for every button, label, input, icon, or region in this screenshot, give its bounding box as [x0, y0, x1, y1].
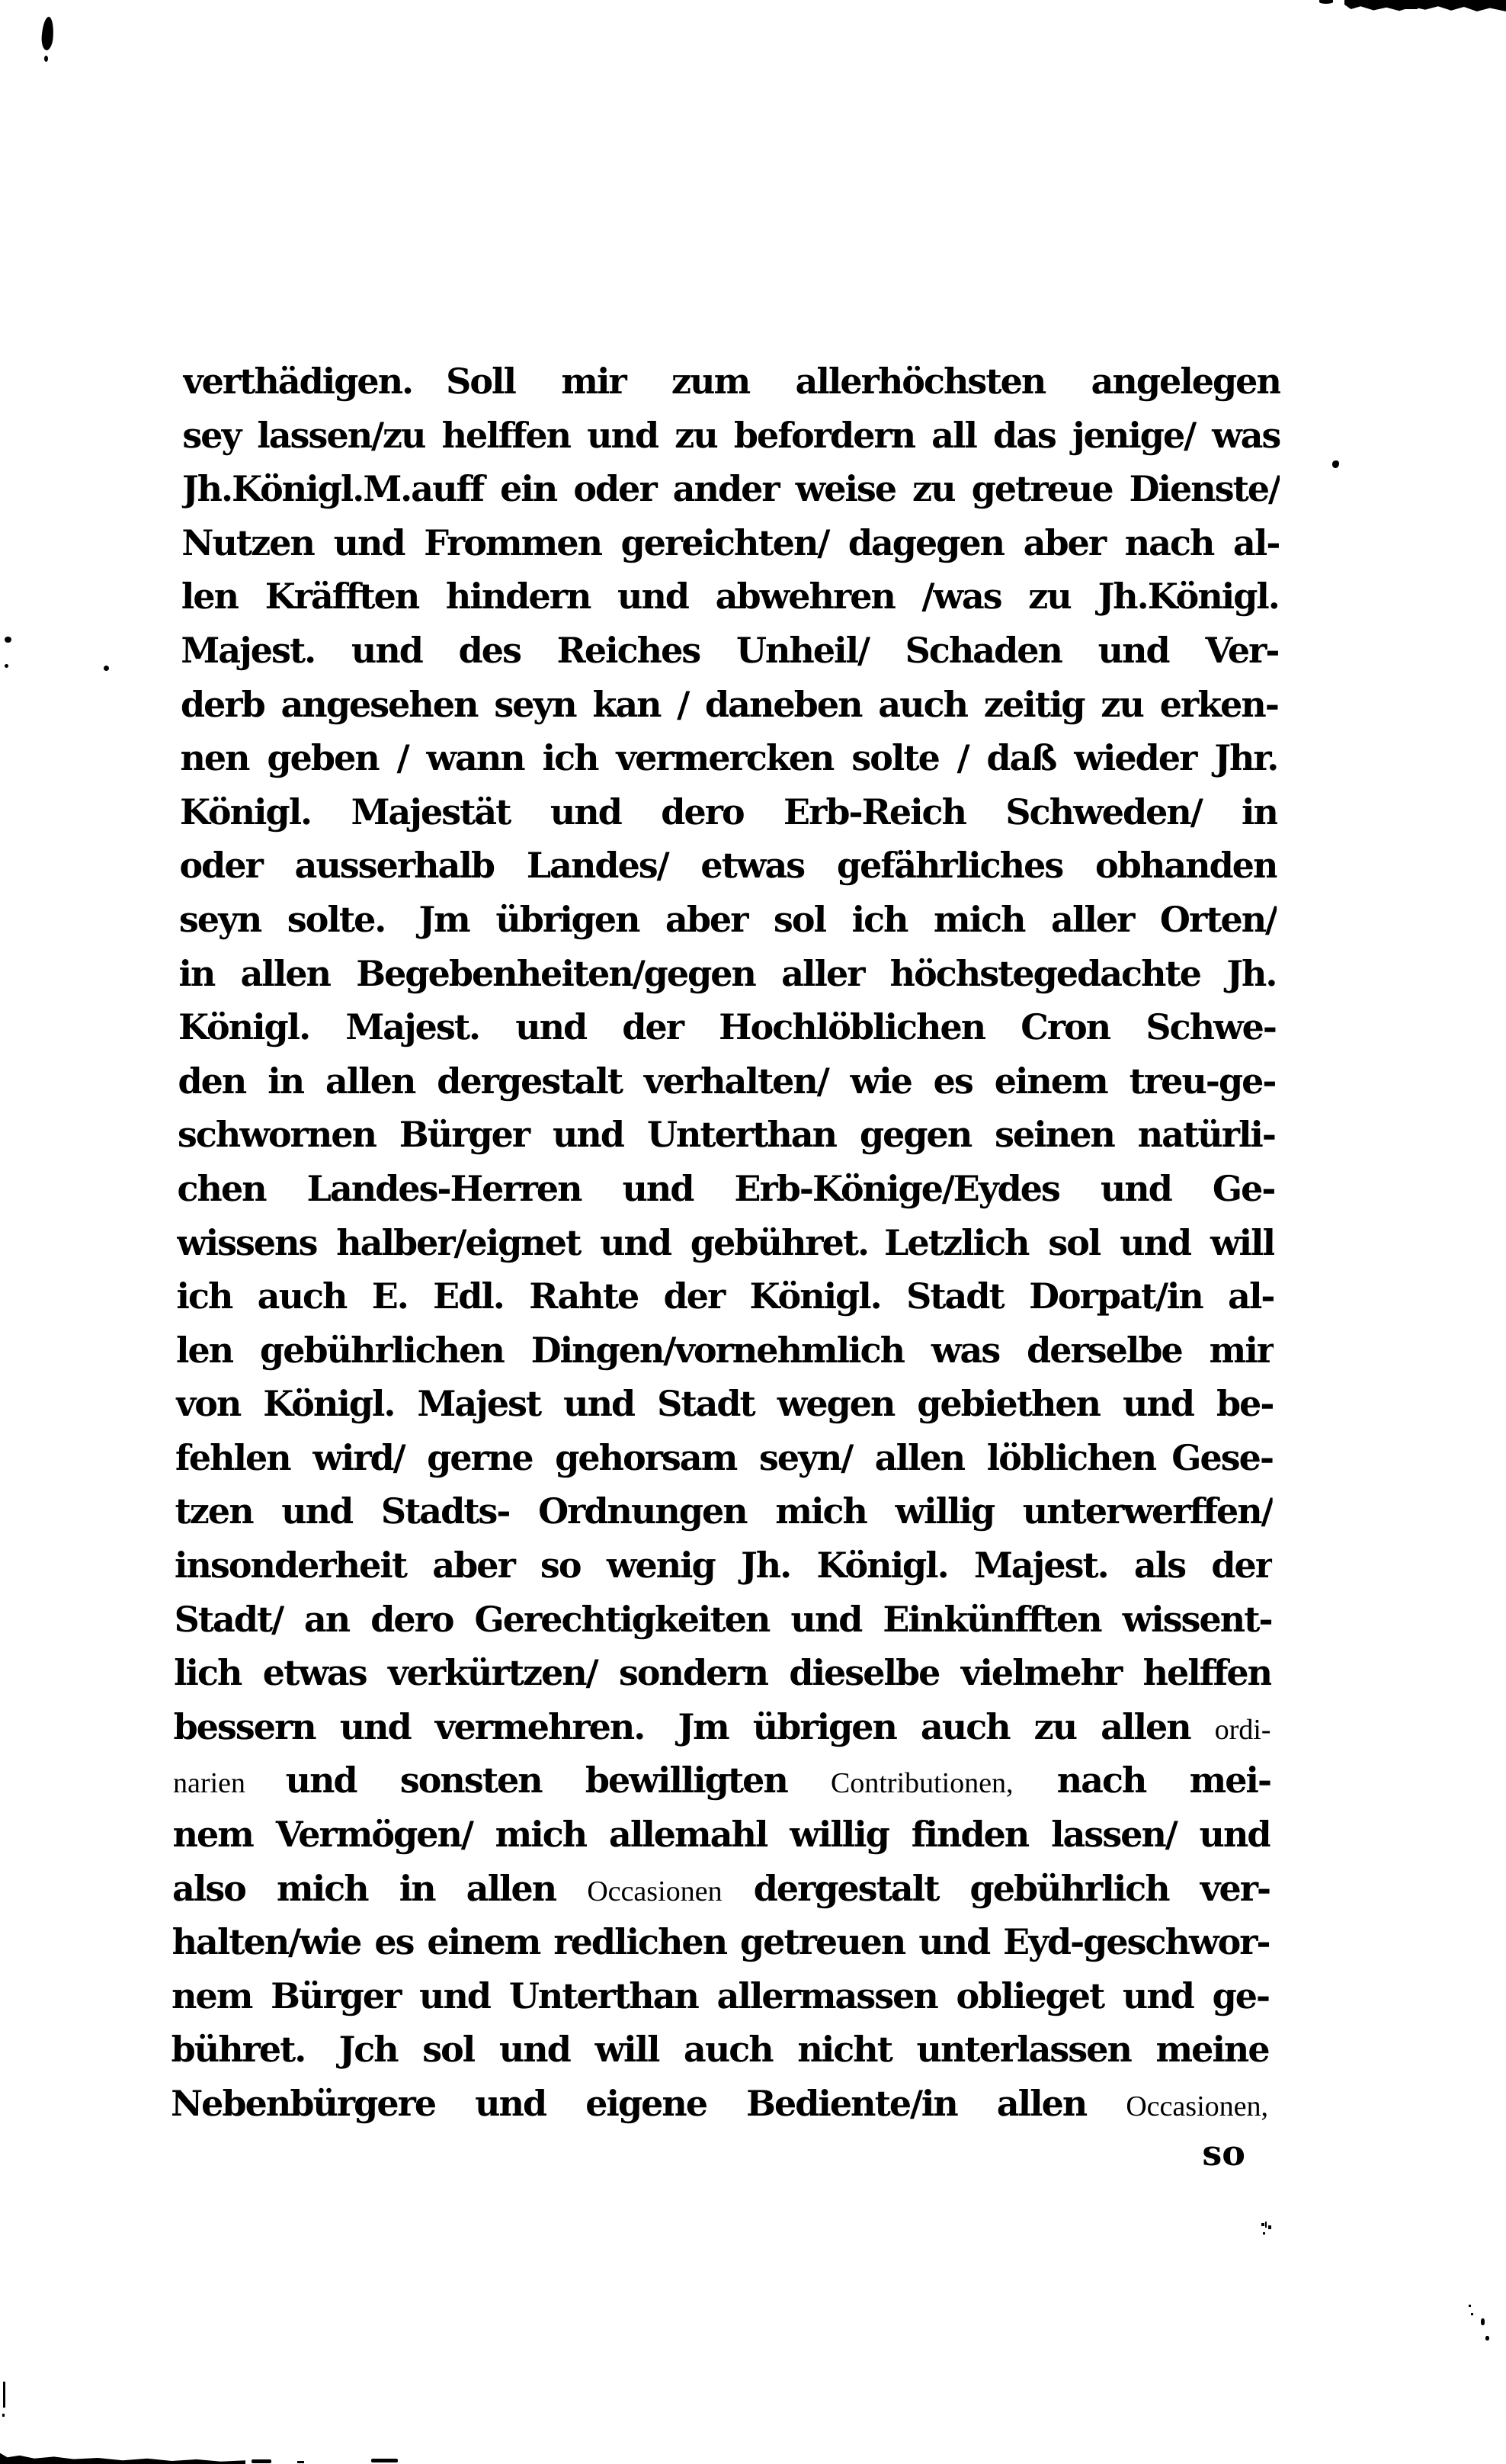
text-segment-fraktur: seyn solte. Jm übrigen aber sol ich mich aller Orten/ [178, 898, 1277, 940]
scan-speck-bottom-left [2, 2414, 5, 2417]
text-segment-fraktur: tzen und Stadts- Ordnungen mich willig unterwerffen/ [175, 1490, 1273, 1532]
text-segment-fraktur: Stadt/ an dero Gerechtigkeiten und Einkünfften wissent- [174, 1598, 1272, 1640]
scan-artifact-bottom-edge [0, 2452, 245, 2464]
scan-fleck-top-right [1319, 0, 1333, 4]
text-line [181, 516, 1279, 570]
text-line [178, 1108, 1275, 1162]
text-segment-fraktur: nem Bürger und Unterthan allermassen oblieget und ge- [171, 1975, 1270, 2016]
scan-speck-bottom-right [1469, 2305, 1471, 2307]
text-line [182, 462, 1280, 516]
text-segment-fraktur: verthädigen. Soll mir zum allerhöchsten angelegen [182, 361, 1281, 402]
text-line [177, 1162, 1274, 1216]
text-segment-fraktur: dergestalt gebührlich ver- [722, 1867, 1270, 1909]
text-segment-fraktur: Jh.Königl.M.auff ein oder ander weise zu getreue Dienste/ [181, 468, 1280, 510]
text-line [172, 1808, 1270, 1862]
text-segment-fraktur: nem Vermögen/ mich allemahl willig finden lassen/ und [172, 1814, 1270, 1856]
text-line [178, 947, 1276, 1001]
scan-dash-bottom-edge [297, 2461, 304, 2463]
scan-speck-right-margin [1263, 2232, 1265, 2235]
text-line [176, 1323, 1274, 1378]
text-segment-fraktur: Königl. Majest. und der Hochlöblichen Cron Schwe- [178, 1006, 1277, 1048]
text-segment-fraktur: halten/wie es einem redlichen getreuen und Eyd-geschwor- [171, 1921, 1270, 1963]
scan-speck-bottom-right [1485, 2336, 1489, 2340]
text-segment-fraktur: nen geben / wann ich vermercken solte / daß wieder Jhr. [180, 737, 1278, 779]
text-segment-fraktur: ich auch E. Edl. Rahte der Königl. Stadt Dorpat/in al- [176, 1275, 1274, 1317]
text-line [181, 624, 1278, 678]
text-line [174, 1646, 1271, 1700]
scan-dash-bottom-edge [371, 2459, 398, 2462]
scan-line-bottom-left [3, 2382, 5, 2408]
scan-speck-left-margin [104, 666, 109, 671]
scan-speck-right-margin [1265, 2222, 1267, 2228]
ink-mark-top-left-dot [44, 56, 48, 62]
text-line [179, 839, 1277, 893]
scan-streak-top-right [1401, 7, 1418, 9]
text-line [181, 678, 1278, 732]
text-segment-antiqua: Occasionen, [1126, 2090, 1269, 2122]
text-line [172, 1862, 1270, 1916]
text-segment-fraktur: lich etwas verkürtzen/ sondern dieselbe vielmehr helffen [173, 1652, 1272, 1694]
text-segment-antiqua: Occasionen [587, 1875, 723, 1907]
text-segment-antiqua: Contributionen, [830, 1767, 1014, 1800]
text-line [174, 1593, 1271, 1647]
text-segment-fraktur: wissens halber/eignet und gebühret. Letzlich sol und will [176, 1221, 1275, 1263]
text-line [179, 893, 1277, 947]
text-line [171, 2077, 1268, 2131]
text-segment-fraktur: len Kräfften hindern und abwehren /was zu Jh.Königl. [181, 576, 1280, 618]
text-line [175, 1538, 1272, 1593]
text-segment-fraktur: Majest. und des Reiches Unheil/ Schaden und Ver- [181, 629, 1279, 671]
text-segment-fraktur: nach mei- [1013, 1760, 1271, 1801]
text-line [175, 1484, 1272, 1538]
text-segment-fraktur: bühret. Jch sol und will auch nicht unterlassen meine [171, 2029, 1269, 2071]
scan-speck-bottom-right [1471, 2313, 1473, 2315]
scan-speck-right-margin [1268, 2225, 1271, 2229]
text-segment-fraktur: chen Landes-Herren und Erb-Könige/Eydes und Ge- [177, 1167, 1275, 1209]
text-line [171, 2023, 1268, 2077]
text-line [180, 731, 1277, 785]
text-segment-antiqua: ordi- [1214, 1713, 1271, 1746]
text-line [177, 1216, 1274, 1270]
text-line [171, 1969, 1269, 2023]
scan-speck-right-margin [1332, 460, 1339, 468]
text-segment-fraktur: Nutzen und Frommen gereichten/ dagegen aber nach al- [181, 521, 1280, 563]
text-segment-fraktur: sey lassen/zu helffen und zu befordern all das jenige/ was [182, 414, 1280, 456]
text-segment-fraktur: und sonsten bewilligten [285, 1760, 832, 1801]
text-segment-fraktur: schwornen Bürger und Unterthan gegen seinen natürli- [177, 1114, 1276, 1156]
text-line [176, 1269, 1274, 1323]
text-line [175, 1377, 1273, 1431]
scan-speck-left-margin [5, 637, 11, 643]
text-block [171, 355, 1280, 2131]
text-segment-fraktur: Nebenbürgere und eigene Bediente/in allen [170, 2083, 1126, 2124]
text-segment-fraktur: bessern und vermehren. Jm übrigen auch zu allen [173, 1705, 1215, 1747]
text-segment-fraktur: also mich in allen [171, 1867, 588, 1909]
text-line [173, 1700, 1270, 1754]
catchword: so [1202, 2132, 1245, 2174]
text-line [175, 1431, 1273, 1485]
text-line [178, 1000, 1276, 1054]
text-segment-fraktur: oder ausserhalb Landes/ etwas gefährliches obhanden [179, 845, 1277, 887]
text-line [171, 1915, 1269, 1969]
text-line [180, 785, 1277, 839]
text-segment-fraktur: derb angesehen seyn kan / daneben auch zeitig zu erken- [180, 683, 1279, 725]
text-line [173, 1753, 1270, 1808]
text-line [182, 409, 1280, 463]
scan-artifact-top-right [1344, 0, 1506, 11]
text-segment-fraktur: Königl. Majestät und dero Erb-Reich Schweden/ in [179, 791, 1278, 833]
text-segment-fraktur: fehlen wird/ gerne gehorsam seyn/ allen löblichen Gese- [175, 1436, 1274, 1478]
scan-speck-left-margin [5, 664, 8, 668]
ink-mark-top-left [40, 17, 54, 51]
text-line [183, 355, 1280, 409]
scan-speck-right-margin [1261, 2223, 1264, 2226]
text-segment-fraktur: von Königl. Majest und Stadt wegen gebiethen und be- [175, 1383, 1274, 1425]
text-segment-antiqua: narien [172, 1767, 286, 1800]
text-line [178, 1054, 1275, 1108]
text-segment-fraktur: in allen Begebenheiten/gegen aller höchstegedachte Jh. [178, 952, 1277, 994]
scan-speck-bottom-right [1481, 2318, 1485, 2325]
scan-dash-bottom-edge [252, 2459, 271, 2463]
text-segment-fraktur: den in allen dergestalt verhalten/ wie es einem treu-ge- [178, 1060, 1276, 1102]
text-segment-fraktur: len gebührlichen Dingen/vornehmlich was derselbe mir [175, 1329, 1274, 1371]
text-segment-fraktur: insonderheit aber so wenig Jh. Königl. Majest. als der [174, 1545, 1273, 1587]
text-line [181, 569, 1279, 624]
